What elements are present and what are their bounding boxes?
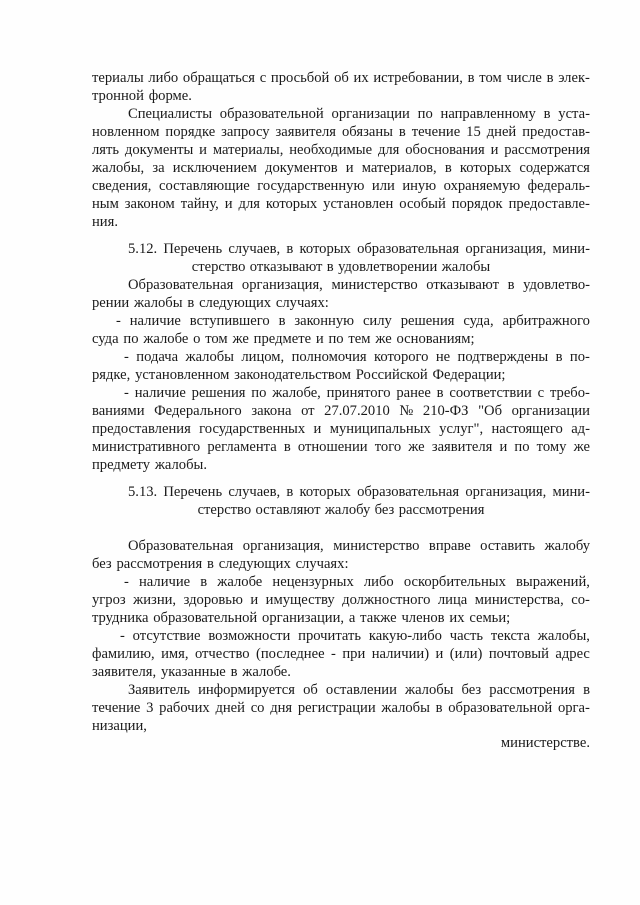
- word: организации: [511, 403, 590, 419]
- word: выражений,: [516, 574, 590, 590]
- word: же: [408, 439, 425, 455]
- word: ранее: [396, 385, 431, 401]
- word: в: [546, 70, 554, 86]
- word: жалобы: [441, 259, 491, 275]
- word: при: [342, 646, 366, 662]
- word: отношении: [297, 439, 368, 455]
- word: Перечень: [163, 484, 223, 500]
- word: которых: [299, 241, 351, 257]
- word: документов: [265, 160, 338, 176]
- word: териалы: [92, 70, 144, 86]
- text-line: [116, 313, 590, 330]
- word: образовательная: [357, 241, 460, 257]
- word: и: [490, 142, 499, 158]
- word: установленном: [135, 367, 230, 383]
- word: наличие: [139, 574, 191, 590]
- word: №: [399, 403, 414, 419]
- word: -: [116, 313, 121, 329]
- word: организация,: [465, 241, 547, 257]
- text-line: [92, 88, 590, 105]
- text-line: [128, 277, 590, 294]
- word: удовлетво-: [523, 277, 590, 293]
- word: законную: [294, 313, 355, 329]
- word: дня: [270, 700, 293, 716]
- word: которых: [265, 196, 318, 212]
- word: подтверждены: [457, 349, 549, 365]
- word: жалобе.: [242, 664, 291, 680]
- word: в: [555, 349, 563, 365]
- word: также: [360, 610, 397, 626]
- word: услуг",: [439, 421, 484, 437]
- word: государственную: [257, 178, 365, 194]
- word: направленному: [440, 106, 536, 122]
- word: решения: [400, 313, 455, 329]
- word: в: [543, 106, 551, 122]
- word: жалобу: [544, 538, 590, 554]
- word: для: [238, 196, 260, 212]
- word: имуществу: [265, 592, 335, 608]
- word: в: [200, 574, 208, 590]
- word: отсутствие: [132, 628, 201, 644]
- word: элек-: [558, 70, 590, 86]
- word: членов: [401, 610, 445, 626]
- word: мини-: [552, 241, 590, 257]
- word: которых: [299, 484, 351, 500]
- word: жалобу: [324, 502, 371, 518]
- text-line: [92, 403, 590, 420]
- word: нецензурных: [272, 574, 354, 590]
- word: в: [435, 700, 443, 716]
- word: министерстве.: [500, 735, 590, 751]
- word: регламента: [207, 439, 277, 455]
- word: жалобы,: [537, 628, 590, 644]
- word: стерство: [191, 259, 246, 275]
- word: порядок: [451, 196, 503, 212]
- word: без: [461, 682, 482, 698]
- word: жалобе,: [272, 385, 321, 401]
- word: -: [124, 349, 129, 365]
- word: соответствии: [449, 385, 532, 401]
- word: либо: [148, 70, 179, 86]
- word: об: [303, 682, 318, 698]
- word: Образовательная: [128, 277, 234, 293]
- word: оставлении: [325, 682, 397, 698]
- word: же: [573, 439, 590, 455]
- word: в: [230, 664, 238, 680]
- text-line: [120, 628, 590, 645]
- text-line: [124, 349, 590, 366]
- word: стерство: [197, 502, 252, 518]
- word: арбитражного: [502, 313, 590, 329]
- word: лица: [437, 592, 468, 608]
- word: и: [199, 142, 207, 158]
- word: для: [377, 142, 400, 158]
- word: министерства,: [474, 592, 564, 608]
- word: течение: [92, 700, 141, 716]
- word: заявителя: [431, 439, 493, 455]
- word: организация,: [241, 277, 323, 293]
- word: форме.: [148, 88, 192, 104]
- word: отказывают: [426, 277, 499, 293]
- text-line: [128, 241, 590, 258]
- word: образовательная: [357, 484, 460, 500]
- word: их: [449, 610, 465, 626]
- word: и: [313, 421, 322, 437]
- word: почтовый: [488, 646, 549, 662]
- word: организация,: [242, 538, 324, 554]
- word: без: [92, 556, 112, 572]
- word: а: [348, 610, 356, 626]
- word: необходимые: [289, 142, 373, 158]
- word: 3: [146, 700, 154, 716]
- text-line: [124, 574, 590, 591]
- word: наличии): [371, 646, 430, 662]
- word: ния.: [92, 214, 118, 230]
- word: вправе: [428, 538, 471, 554]
- text-line: [92, 70, 590, 87]
- word: тронной: [92, 88, 144, 104]
- word: том: [479, 70, 502, 86]
- word: силу: [362, 313, 392, 329]
- text-line: [92, 259, 590, 276]
- word: отказывают: [249, 259, 323, 275]
- word: рении: [92, 295, 130, 311]
- word: удовлетворении: [338, 259, 438, 275]
- text-line: [92, 367, 590, 384]
- word: тем: [348, 331, 371, 347]
- word: рассмотрения: [504, 142, 590, 158]
- word: подача: [136, 349, 179, 365]
- word: адрес: [555, 646, 590, 662]
- word: обязаны: [342, 124, 393, 140]
- word: Федерации;: [432, 367, 506, 383]
- word: имя,: [161, 646, 189, 662]
- word: следующих: [218, 556, 291, 572]
- word: того: [374, 439, 402, 455]
- word: -: [124, 574, 129, 590]
- word: указанные: [160, 664, 226, 680]
- word: по-: [569, 349, 590, 365]
- text-line: [92, 735, 590, 752]
- word: 5.13.: [128, 484, 158, 500]
- word: "Об: [478, 403, 502, 419]
- word: жалобе: [143, 331, 189, 347]
- word: случаях:: [295, 556, 349, 572]
- word: полномочия: [291, 349, 367, 365]
- word: по: [328, 331, 344, 347]
- word: об: [334, 70, 349, 86]
- word: дней: [215, 700, 245, 716]
- word: течение: [411, 124, 461, 140]
- word: предмете: [253, 331, 312, 347]
- word: здоровью: [183, 592, 243, 608]
- word: по: [123, 331, 139, 347]
- word: рядке,: [92, 367, 131, 383]
- word: оскорбительных: [403, 574, 506, 590]
- word: тайну,: [180, 196, 219, 212]
- word: охраняемую: [443, 178, 521, 194]
- word: либо: [363, 574, 394, 590]
- word: основаниям;: [396, 331, 475, 347]
- word: и: [499, 439, 508, 455]
- word: регистрации: [297, 700, 376, 716]
- word: жалобы: [381, 700, 430, 716]
- word: рабочих: [159, 700, 210, 716]
- word: (последнее: [256, 646, 325, 662]
- word: тому: [536, 439, 567, 455]
- word: жалобы: [404, 682, 454, 698]
- word: в: [326, 259, 334, 275]
- word: с: [259, 70, 267, 86]
- word: же: [232, 331, 249, 347]
- word: которых: [459, 160, 512, 176]
- word: обоснования: [405, 142, 485, 158]
- word: -: [331, 646, 336, 662]
- text-line: [128, 106, 590, 123]
- word: ад-: [571, 421, 590, 437]
- word: уста-: [558, 106, 590, 122]
- word: оставить: [480, 538, 536, 554]
- word: жалобы: [185, 349, 234, 365]
- word: числе: [506, 70, 542, 86]
- word: том: [205, 331, 228, 347]
- text-line: [92, 718, 590, 735]
- word: новленном: [92, 124, 160, 140]
- word: наличие: [134, 385, 186, 401]
- word: в: [436, 385, 444, 401]
- word: жизни,: [133, 592, 177, 608]
- word: в: [286, 484, 294, 500]
- word: заявителя,: [92, 664, 157, 680]
- text-line: [92, 664, 590, 681]
- word: составляющие: [158, 178, 250, 194]
- word: мини-: [552, 484, 590, 500]
- text-line: [92, 556, 590, 573]
- word: организации,: [262, 610, 345, 626]
- word: предостав-: [522, 124, 590, 140]
- word: обращаться: [182, 70, 255, 86]
- word: жалобы.: [154, 457, 207, 473]
- word: случаях:: [275, 295, 329, 311]
- word: Заявитель: [128, 682, 190, 698]
- word: Образовательная: [128, 538, 234, 554]
- word: по: [417, 106, 433, 122]
- word: решения: [191, 385, 246, 401]
- word: в: [583, 682, 590, 698]
- text-line: [92, 439, 590, 456]
- word: закона: [251, 403, 292, 419]
- word: в: [207, 556, 214, 572]
- word: вступившего: [189, 313, 270, 329]
- word: со: [250, 700, 265, 716]
- text-line: [92, 502, 590, 519]
- word: запросу: [221, 124, 270, 140]
- word: и: [435, 646, 444, 662]
- word: суда: [92, 331, 119, 347]
- word: организация,: [465, 484, 547, 500]
- word: истребовании,: [373, 70, 463, 86]
- word: -: [120, 628, 125, 644]
- word: законодательством: [234, 367, 351, 383]
- word: организации: [331, 106, 410, 122]
- word: 27.07.2010: [324, 403, 390, 419]
- word: от: [301, 403, 315, 419]
- word: особый: [399, 196, 446, 212]
- word: образовательной: [153, 610, 258, 626]
- word: которого: [374, 349, 429, 365]
- word: их: [353, 70, 369, 86]
- word: низации,: [92, 718, 147, 734]
- text-line: [92, 142, 590, 159]
- word: материалов,: [361, 160, 437, 176]
- word: или: [371, 178, 395, 194]
- word: без: [374, 502, 395, 518]
- word: наличие: [129, 313, 181, 329]
- text-line: [92, 196, 590, 213]
- word: 210-ФЗ: [422, 403, 469, 419]
- word: информируется: [198, 682, 295, 698]
- word: государственных: [199, 421, 306, 437]
- word: (или): [449, 646, 483, 662]
- word: документы: [124, 142, 194, 158]
- word: не: [435, 349, 451, 365]
- text-line: [124, 385, 590, 402]
- word: рассмотрения: [398, 502, 485, 518]
- word: в: [398, 124, 406, 140]
- text-line: [92, 610, 590, 627]
- text-line: [128, 484, 590, 501]
- word: в: [283, 439, 291, 455]
- word: заявителя: [275, 124, 337, 140]
- word: рассмотрения: [489, 682, 575, 698]
- word: порядке: [165, 124, 216, 140]
- word: о: [193, 331, 201, 347]
- word: предоставления: [92, 421, 191, 437]
- word: в: [278, 313, 286, 329]
- word: лицом,: [241, 349, 285, 365]
- text-line: [128, 538, 590, 555]
- word: сведения,: [92, 178, 152, 194]
- word: в: [444, 160, 452, 176]
- word: 15: [466, 124, 481, 140]
- text-line: [92, 124, 590, 141]
- word: иную: [402, 178, 437, 194]
- word: трудника: [92, 610, 149, 626]
- word: предоставле-: [508, 196, 590, 212]
- word: и: [224, 196, 233, 212]
- word: ным: [92, 196, 119, 212]
- word: просьбой: [270, 70, 330, 86]
- word: Перечень: [163, 241, 223, 257]
- word: фамилию,: [92, 646, 155, 662]
- word: предмету: [92, 457, 151, 473]
- word: по: [251, 385, 267, 401]
- word: суда,: [463, 313, 494, 329]
- word: текста: [490, 628, 530, 644]
- word: случаев,: [228, 241, 281, 257]
- word: по: [514, 439, 530, 455]
- word: в: [507, 277, 515, 293]
- word: следующих: [199, 295, 272, 311]
- word: Федерального: [154, 403, 242, 419]
- word: в: [187, 295, 195, 311]
- word: министерство: [331, 277, 418, 293]
- word: и: [345, 160, 354, 176]
- word: же: [375, 331, 392, 347]
- word: -: [124, 385, 129, 401]
- word: жалобы,: [92, 160, 145, 176]
- word: семьи;: [469, 610, 511, 626]
- text-line: [92, 421, 590, 438]
- word: в: [286, 241, 294, 257]
- word: ваниями: [92, 403, 145, 419]
- text-line: [92, 178, 590, 195]
- word: лять: [92, 142, 120, 158]
- word: со-: [571, 592, 590, 608]
- word: прочитать: [298, 628, 362, 644]
- text-line: [92, 457, 590, 474]
- word: законом: [124, 196, 175, 212]
- word: материалы,: [212, 142, 284, 158]
- word: в: [467, 70, 475, 86]
- word: возможности: [208, 628, 291, 644]
- word: установлен: [323, 196, 394, 212]
- word: министративного: [92, 439, 201, 455]
- text-line: [92, 646, 590, 663]
- word: и: [315, 331, 324, 347]
- word: муниципальных: [329, 421, 431, 437]
- word: образовательной: [448, 700, 553, 716]
- word: орга-: [557, 700, 590, 716]
- text-line: [92, 295, 590, 312]
- word: жалобе: [217, 574, 263, 590]
- word: дней: [486, 124, 517, 140]
- word: с: [537, 385, 545, 401]
- word: рассмотрения: [116, 556, 203, 572]
- word: Специалисты: [128, 106, 212, 122]
- word: Российской: [355, 367, 428, 383]
- text-line: [92, 331, 590, 348]
- word: министерство: [333, 538, 420, 554]
- word: какую-либо: [368, 628, 442, 644]
- word: принятого: [326, 385, 391, 401]
- word: оставляют: [255, 502, 321, 518]
- text-line: [92, 592, 590, 609]
- word: случаев,: [228, 484, 281, 500]
- word: требо-: [549, 385, 590, 401]
- word: должностного: [342, 592, 431, 608]
- word: настоящего: [491, 421, 563, 437]
- word: исключением: [172, 160, 257, 176]
- word: содержатся: [519, 160, 590, 176]
- text-line: [128, 682, 590, 699]
- text-line: [92, 160, 590, 177]
- word: часть: [449, 628, 484, 644]
- word: отчество: [194, 646, 250, 662]
- word: образовательной: [219, 106, 324, 122]
- word: федераль-: [527, 178, 590, 194]
- word: и: [250, 592, 259, 608]
- word: жалобы: [134, 295, 183, 311]
- word: угроз: [92, 592, 126, 608]
- text-line: [92, 700, 590, 717]
- word: 5.12.: [128, 241, 158, 257]
- word: за: [152, 160, 165, 176]
- text-line: [92, 214, 590, 231]
